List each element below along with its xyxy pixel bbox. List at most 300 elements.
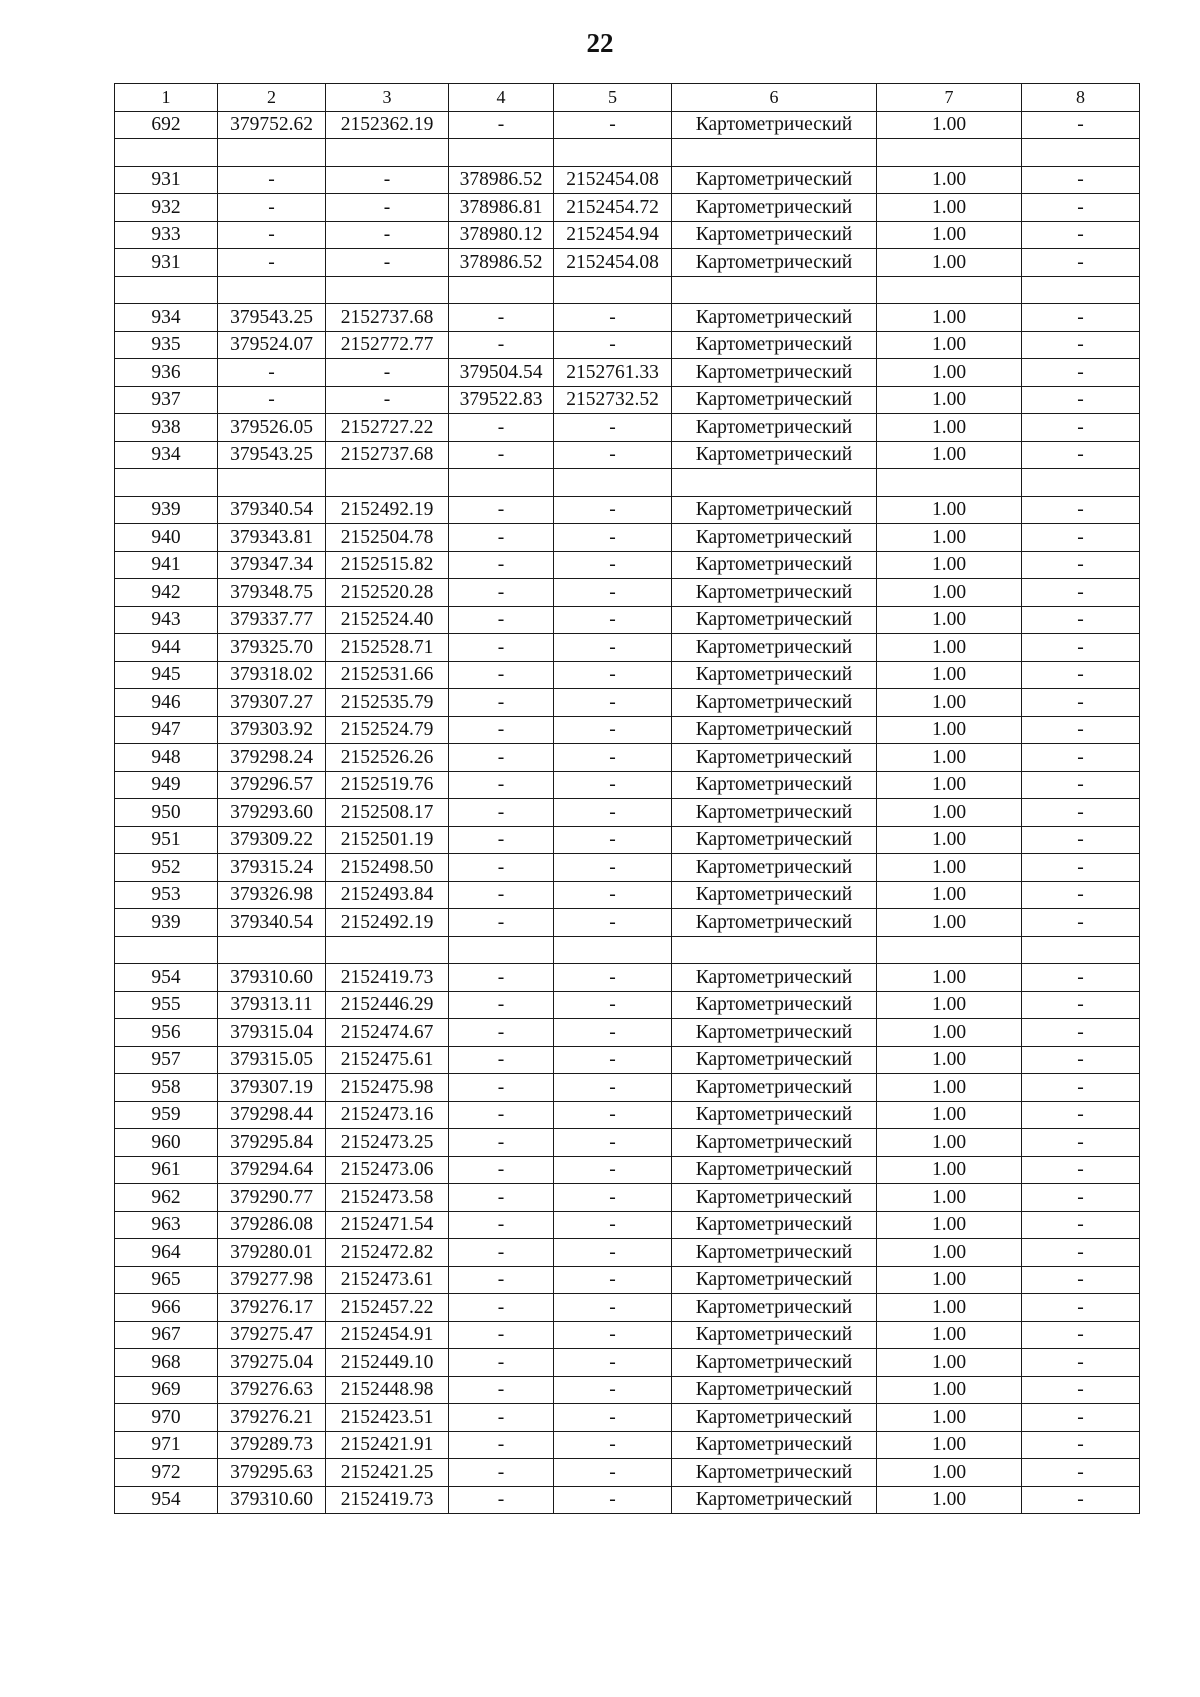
table-cell: 937 <box>115 386 218 414</box>
table-cell: - <box>554 304 672 332</box>
table-cell: 2152475.98 <box>326 1074 449 1102</box>
coordinates-table <box>114 83 1140 1514</box>
table-cell: Картометрический <box>672 661 877 689</box>
table-cell: 948 <box>115 744 218 772</box>
table-cell: 1.00 <box>877 166 1022 194</box>
table-cell: - <box>218 249 326 277</box>
table-cell: - <box>554 1101 672 1129</box>
table-cell: - <box>1022 1019 1140 1047</box>
table-cell: 1.00 <box>877 881 1022 909</box>
table-cell: 944 <box>115 634 218 662</box>
table-cell: - <box>1022 386 1140 414</box>
table-cell: 1.00 <box>877 524 1022 552</box>
table-cell: 1.00 <box>877 1046 1022 1074</box>
page-number: 22 <box>586 28 614 58</box>
table-cell: - <box>218 359 326 387</box>
table-cell: 953 <box>115 881 218 909</box>
table-cell: 963 <box>115 1211 218 1239</box>
table-cell: 964 <box>115 1239 218 1267</box>
table-cell: - <box>449 1046 554 1074</box>
table-cell: 692 <box>115 111 218 139</box>
table-cell: 378980.12 <box>449 221 554 249</box>
table-cell: - <box>218 194 326 222</box>
table-cell: - <box>1022 661 1140 689</box>
table-cell: 972 <box>115 1459 218 1487</box>
separator-row <box>115 936 1140 964</box>
table-cell: - <box>554 744 672 772</box>
table-cell: Картометрический <box>672 744 877 772</box>
table-cell: - <box>1022 1046 1140 1074</box>
table-row <box>115 826 1140 854</box>
table-cell: Картометрический <box>672 1321 877 1349</box>
table-cell: 1.00 <box>877 909 1022 937</box>
table-cell: Картометрический <box>672 909 877 937</box>
table-cell: 959 <box>115 1101 218 1129</box>
table-cell: 379276.63 <box>218 1376 326 1404</box>
table-cell: 965 <box>115 1266 218 1294</box>
table-cell: 1.00 <box>877 331 1022 359</box>
table-cell: 962 <box>115 1184 218 1212</box>
table-row <box>115 1376 1140 1404</box>
table-cell: 1.00 <box>877 1184 1022 1212</box>
table-cell: - <box>326 386 449 414</box>
table-cell: - <box>1022 1101 1140 1129</box>
table-cell: 2152454.91 <box>326 1321 449 1349</box>
table-cell: - <box>554 661 672 689</box>
table-row <box>115 1184 1140 1212</box>
table-cell <box>326 139 449 167</box>
table-cell: 379337.77 <box>218 606 326 634</box>
table-cell: - <box>449 1376 554 1404</box>
table-cell: 379504.54 <box>449 359 554 387</box>
table-row <box>115 1211 1140 1239</box>
table-cell: 1.00 <box>877 414 1022 442</box>
table-cell: 1.00 <box>877 221 1022 249</box>
table-cell: - <box>449 524 554 552</box>
table-cell: 2152515.82 <box>326 551 449 579</box>
table-cell: 379348.75 <box>218 579 326 607</box>
table-cell: 941 <box>115 551 218 579</box>
table-cell: 1.00 <box>877 964 1022 992</box>
table-cell: 2152520.28 <box>326 579 449 607</box>
table-cell: 956 <box>115 1019 218 1047</box>
table-cell: 960 <box>115 1129 218 1157</box>
table-row <box>115 881 1140 909</box>
table-cell: 2152526.26 <box>326 744 449 772</box>
table-cell: Картометрический <box>672 1404 877 1432</box>
table-cell: - <box>218 386 326 414</box>
table-cell: - <box>218 166 326 194</box>
table-cell: 2152475.61 <box>326 1046 449 1074</box>
table-cell: Картометрический <box>672 1156 877 1184</box>
table-cell: - <box>449 496 554 524</box>
table-cell: - <box>449 304 554 332</box>
table-cell: 934 <box>115 441 218 469</box>
table-cell: - <box>554 1184 672 1212</box>
table-cell: - <box>554 441 672 469</box>
table-cell: 1.00 <box>877 496 1022 524</box>
table-cell: - <box>1022 881 1140 909</box>
table-cell: Картометрический <box>672 1211 877 1239</box>
table-cell: - <box>554 1486 672 1514</box>
table-cell: - <box>326 166 449 194</box>
table-cell: - <box>554 881 672 909</box>
table-cell: 2152454.72 <box>554 194 672 222</box>
table-cell: Картометрический <box>672 386 877 414</box>
table-cell <box>449 276 554 304</box>
table-cell: 2152524.40 <box>326 606 449 634</box>
table-cell: 949 <box>115 771 218 799</box>
table-cell: 2152473.06 <box>326 1156 449 1184</box>
table-cell: - <box>449 1019 554 1047</box>
table-cell: 379307.27 <box>218 689 326 717</box>
table-cell: - <box>1022 166 1140 194</box>
table-cell: - <box>1022 1459 1140 1487</box>
table-cell: 970 <box>115 1404 218 1432</box>
table-cell: 931 <box>115 249 218 277</box>
table-cell: 2152492.19 <box>326 496 449 524</box>
table-cell: - <box>449 606 554 634</box>
column-header: 8 <box>1022 84 1140 112</box>
table-cell: - <box>449 964 554 992</box>
table-cell: 379275.47 <box>218 1321 326 1349</box>
table-cell: 2152421.25 <box>326 1459 449 1487</box>
table-cell: - <box>554 1266 672 1294</box>
table-cell: - <box>1022 194 1140 222</box>
table-cell <box>672 936 877 964</box>
table-row <box>115 524 1140 552</box>
column-header: 3 <box>326 84 449 112</box>
column-header: 2 <box>218 84 326 112</box>
table-cell: - <box>1022 111 1140 139</box>
table-cell: - <box>554 854 672 882</box>
table-cell: 2152737.68 <box>326 441 449 469</box>
table-cell: 1.00 <box>877 1431 1022 1459</box>
table-cell: - <box>1022 1129 1140 1157</box>
table-cell: 2152446.29 <box>326 991 449 1019</box>
table-cell: 1.00 <box>877 551 1022 579</box>
table-cell: 2152508.17 <box>326 799 449 827</box>
table-cell: 2152498.50 <box>326 854 449 882</box>
table-cell: 1.00 <box>877 1376 1022 1404</box>
table-cell: Картометрический <box>672 551 877 579</box>
table-cell: 1.00 <box>877 359 1022 387</box>
table-cell: - <box>449 661 554 689</box>
column-header: 7 <box>877 84 1022 112</box>
table-cell: - <box>449 909 554 937</box>
table-cell: 1.00 <box>877 579 1022 607</box>
table-cell: 967 <box>115 1321 218 1349</box>
table-cell: 2152454.94 <box>554 221 672 249</box>
table-cell: - <box>1022 964 1140 992</box>
table-cell: 379543.25 <box>218 304 326 332</box>
table-row <box>115 716 1140 744</box>
table-cell: 2152457.22 <box>326 1294 449 1322</box>
table-row <box>115 166 1140 194</box>
table-cell: - <box>449 854 554 882</box>
table-cell: 2152727.22 <box>326 414 449 442</box>
table-cell: 378986.52 <box>449 166 554 194</box>
table-cell <box>1022 276 1140 304</box>
table-cell: Картометрический <box>672 1101 877 1129</box>
table-row <box>115 304 1140 332</box>
table-cell: - <box>449 111 554 139</box>
table-cell: - <box>554 1074 672 1102</box>
table-cell: Картометрический <box>672 634 877 662</box>
table-cell: - <box>554 1404 672 1432</box>
table-cell: 1.00 <box>877 1129 1022 1157</box>
table-cell: 1.00 <box>877 1239 1022 1267</box>
table-cell: 945 <box>115 661 218 689</box>
table-cell: - <box>449 331 554 359</box>
table-cell: Картометрический <box>672 1459 877 1487</box>
table-cell: 379276.17 <box>218 1294 326 1322</box>
table-cell: 2152473.25 <box>326 1129 449 1157</box>
table-cell <box>877 139 1022 167</box>
table-cell: 1.00 <box>877 304 1022 332</box>
table-cell: 1.00 <box>877 1101 1022 1129</box>
table-cell: - <box>449 551 554 579</box>
table-cell <box>554 469 672 497</box>
table-cell: Картометрический <box>672 579 877 607</box>
table-cell: - <box>1022 909 1140 937</box>
table-row <box>115 854 1140 882</box>
table-cell: - <box>1022 854 1140 882</box>
table-cell: 1.00 <box>877 991 1022 1019</box>
table-cell: 1.00 <box>877 826 1022 854</box>
table-cell <box>554 276 672 304</box>
table-cell: 1.00 <box>877 1486 1022 1514</box>
table-cell: 1.00 <box>877 1019 1022 1047</box>
table-cell <box>218 936 326 964</box>
table-cell: Картометрический <box>672 771 877 799</box>
table-cell: - <box>449 1239 554 1267</box>
table-cell: Картометрический <box>672 304 877 332</box>
table-cell: - <box>1022 1431 1140 1459</box>
table-cell: 954 <box>115 1486 218 1514</box>
table-cell: - <box>554 964 672 992</box>
table-cell: 379526.05 <box>218 414 326 442</box>
table-row <box>115 496 1140 524</box>
table-cell <box>449 469 554 497</box>
table-cell: 939 <box>115 496 218 524</box>
table-row <box>115 634 1140 662</box>
table-cell: - <box>554 111 672 139</box>
table-cell: - <box>326 194 449 222</box>
table-cell: 968 <box>115 1349 218 1377</box>
table-cell: Картометрический <box>672 1046 877 1074</box>
table-row <box>115 194 1140 222</box>
table-cell: - <box>1022 744 1140 772</box>
separator-row <box>115 469 1140 497</box>
table-cell: - <box>554 1376 672 1404</box>
column-header: 4 <box>449 84 554 112</box>
column-header: 5 <box>554 84 672 112</box>
table-cell: 379318.02 <box>218 661 326 689</box>
table-cell: - <box>554 991 672 1019</box>
table-cell: 1.00 <box>877 111 1022 139</box>
table-cell: 379286.08 <box>218 1211 326 1239</box>
table-cell: 379315.24 <box>218 854 326 882</box>
table-cell: - <box>1022 1376 1140 1404</box>
table-cell: 2152501.19 <box>326 826 449 854</box>
table-cell: 2152419.73 <box>326 964 449 992</box>
table-cell: Картометрический <box>672 249 877 277</box>
table-cell: - <box>1022 1156 1140 1184</box>
table-cell: - <box>449 1156 554 1184</box>
table-cell: - <box>449 744 554 772</box>
table-cell: 936 <box>115 359 218 387</box>
table-row <box>115 1239 1140 1267</box>
table-cell: - <box>554 1046 672 1074</box>
table-cell: - <box>1022 771 1140 799</box>
table-row <box>115 1019 1140 1047</box>
table-cell: 1.00 <box>877 1349 1022 1377</box>
table-cell: - <box>1022 991 1140 1019</box>
table-cell: - <box>1022 359 1140 387</box>
table-cell: 379298.44 <box>218 1101 326 1129</box>
table-cell <box>326 936 449 964</box>
table-cell: - <box>1022 524 1140 552</box>
table-row <box>115 1404 1140 1432</box>
table-cell: - <box>1022 249 1140 277</box>
table-cell: 379310.60 <box>218 1486 326 1514</box>
table-cell: Картометрический <box>672 606 877 634</box>
table-cell: 2152531.66 <box>326 661 449 689</box>
table-cell: Картометрический <box>672 1431 877 1459</box>
table-cell: 379296.57 <box>218 771 326 799</box>
table-cell: Картометрический <box>672 1486 877 1514</box>
table-cell: - <box>1022 799 1140 827</box>
table-cell: - <box>449 414 554 442</box>
table-cell: 1.00 <box>877 744 1022 772</box>
table-cell: Картометрический <box>672 1349 877 1377</box>
table-cell: Картометрический <box>672 359 877 387</box>
table-cell: 939 <box>115 909 218 937</box>
table-cell: - <box>554 606 672 634</box>
table-cell: 2152519.76 <box>326 771 449 799</box>
table-cell: - <box>326 221 449 249</box>
table-cell: - <box>554 579 672 607</box>
table-row <box>115 1431 1140 1459</box>
table-cell: 1.00 <box>877 1074 1022 1102</box>
table-cell: - <box>554 1294 672 1322</box>
table-cell: - <box>554 1211 672 1239</box>
table-cell: 379293.60 <box>218 799 326 827</box>
table-cell: 379752.62 <box>218 111 326 139</box>
table-row <box>115 1156 1140 1184</box>
table-cell: 379289.73 <box>218 1431 326 1459</box>
table-cell: - <box>554 1156 672 1184</box>
table-cell: 2152492.19 <box>326 909 449 937</box>
table-cell: - <box>1022 496 1140 524</box>
table-cell: - <box>1022 1486 1140 1514</box>
table-cell <box>449 139 554 167</box>
table-cell <box>326 469 449 497</box>
table-cell: Картометрический <box>672 1266 877 1294</box>
table-row <box>115 1101 1140 1129</box>
table-cell: - <box>449 991 554 1019</box>
table-cell: - <box>1022 331 1140 359</box>
table-cell: 379276.21 <box>218 1404 326 1432</box>
table-row <box>115 221 1140 249</box>
table-row <box>115 551 1140 579</box>
table-row <box>115 1129 1140 1157</box>
table-cell: - <box>554 1019 672 1047</box>
table-cell: 2152449.10 <box>326 1349 449 1377</box>
table-cell: - <box>554 1459 672 1487</box>
table-cell: 971 <box>115 1431 218 1459</box>
table-cell <box>672 139 877 167</box>
table-cell: 379315.05 <box>218 1046 326 1074</box>
table-cell: - <box>1022 1404 1140 1432</box>
table-cell: - <box>554 799 672 827</box>
table-row <box>115 414 1140 442</box>
table-cell: - <box>326 359 449 387</box>
table-cell: 379303.92 <box>218 716 326 744</box>
table-cell <box>554 936 672 964</box>
table-cell: Картометрический <box>672 111 877 139</box>
table-cell <box>218 469 326 497</box>
table-cell: 2152493.84 <box>326 881 449 909</box>
table-cell: 1.00 <box>877 661 1022 689</box>
table-cell <box>672 469 877 497</box>
table-cell: 379522.83 <box>449 386 554 414</box>
table-cell: 931 <box>115 166 218 194</box>
table-cell: 1.00 <box>877 1211 1022 1239</box>
table-row <box>115 1294 1140 1322</box>
table-row <box>115 249 1140 277</box>
table-cell: 379325.70 <box>218 634 326 662</box>
table-row <box>115 1321 1140 1349</box>
table-cell: 961 <box>115 1156 218 1184</box>
table-cell: 2152419.73 <box>326 1486 449 1514</box>
table-cell: 1.00 <box>877 249 1022 277</box>
table-cell: 938 <box>115 414 218 442</box>
table-cell: - <box>1022 1321 1140 1349</box>
table-cell <box>672 276 877 304</box>
table-row <box>115 799 1140 827</box>
table-cell: - <box>554 331 672 359</box>
table-cell: - <box>449 799 554 827</box>
table-cell: 2152772.77 <box>326 331 449 359</box>
table-cell: - <box>1022 304 1140 332</box>
table-row <box>115 991 1140 1019</box>
table-cell: - <box>449 826 554 854</box>
table-row <box>115 606 1140 634</box>
table-cell: 934 <box>115 304 218 332</box>
table-cell: - <box>1022 1266 1140 1294</box>
table-cell: Картометрический <box>672 1129 877 1157</box>
table-cell <box>115 469 218 497</box>
table-cell: Картометрический <box>672 881 877 909</box>
table-cell: Картометрический <box>672 799 877 827</box>
table-cell <box>115 936 218 964</box>
table-cell: 2152473.16 <box>326 1101 449 1129</box>
table-cell: - <box>449 1431 554 1459</box>
table-cell: - <box>554 414 672 442</box>
table-cell: 2152524.79 <box>326 716 449 744</box>
table-row <box>115 1349 1140 1377</box>
table-cell: 957 <box>115 1046 218 1074</box>
table-cell: 379290.77 <box>218 1184 326 1212</box>
table-cell: - <box>554 909 672 937</box>
table-cell: 954 <box>115 964 218 992</box>
table-cell: 2152528.71 <box>326 634 449 662</box>
table-cell: - <box>554 634 672 662</box>
table-cell: - <box>1022 1294 1140 1322</box>
table-row <box>115 331 1140 359</box>
